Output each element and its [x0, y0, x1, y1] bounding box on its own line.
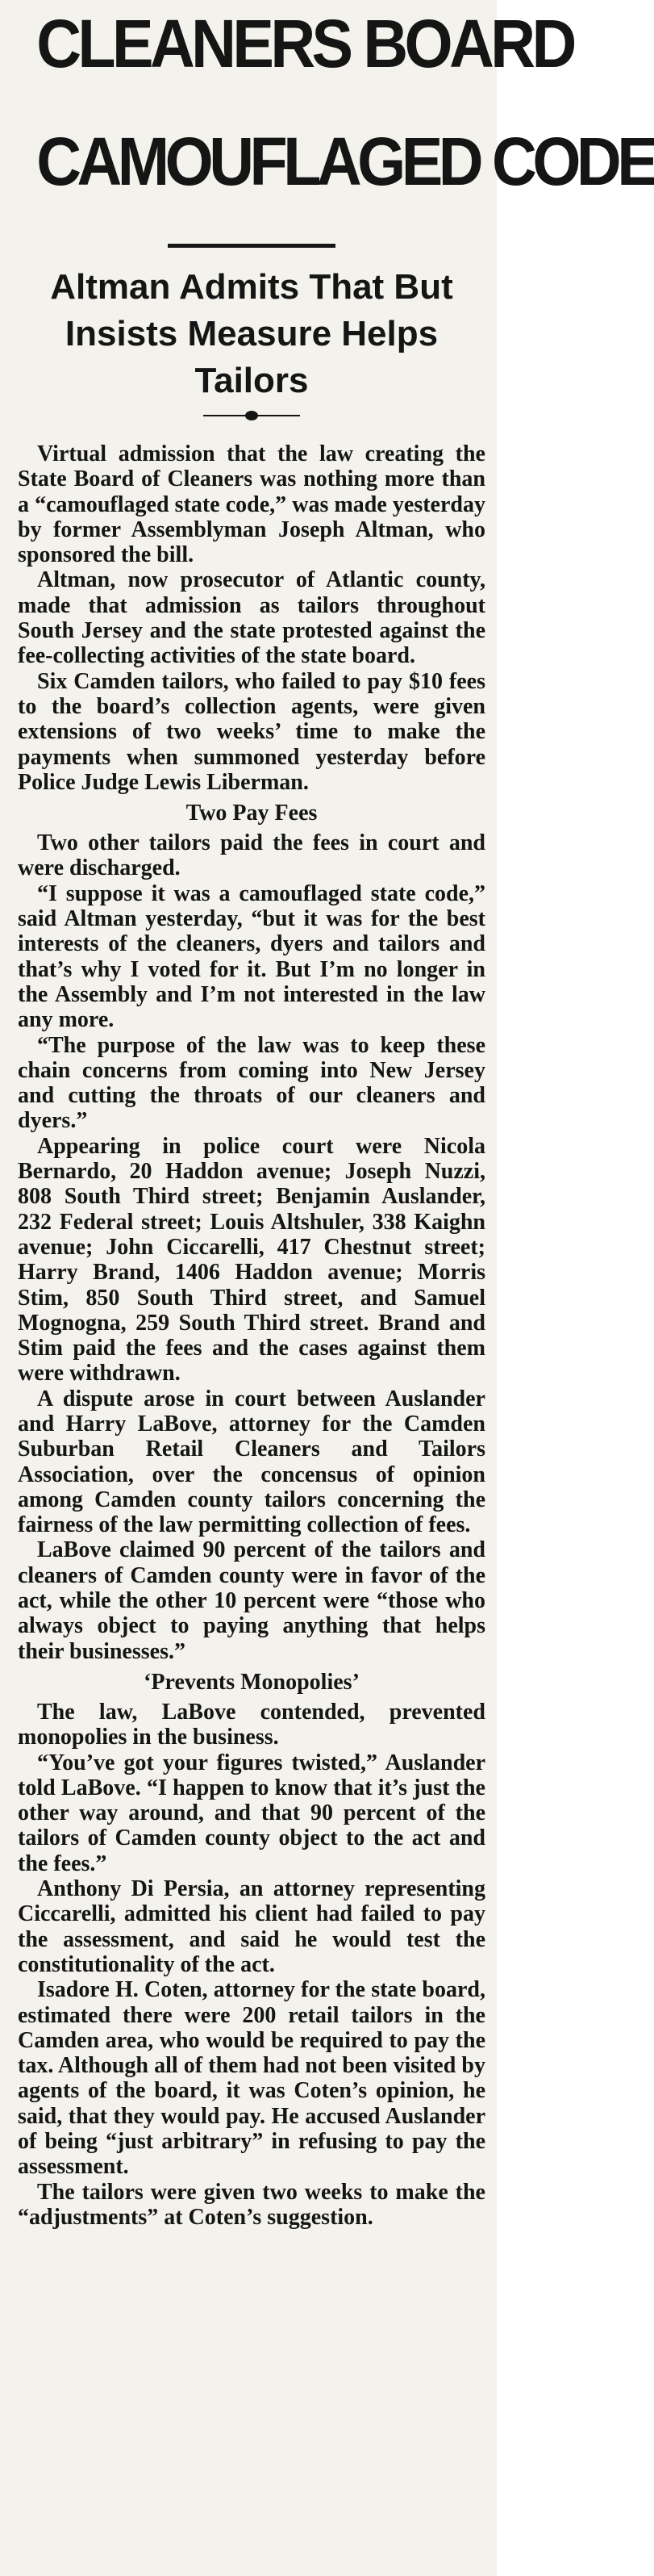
deck-headline: Altman Admits That But Insists Measure Helps Tailors	[50, 267, 453, 400]
article-paragraph: Altman, now prosecutor of Atlantic county, made that admission as tailors throughout South Jersey and the state protested against the fee-collecting activities of the state board.	[18, 567, 485, 669]
article-paragraph: Virtual admission that the law creating the State Board of Cleaners was nothing more than a “camouflaged state code,” was made yesterday by former Assemblyman Joseph Altman, who sponsored the bill.	[18, 441, 485, 568]
subhead-prevents-monopolies: ‘Prevents Monopolies’	[144, 1669, 360, 1695]
headline-line-2: CAMOUFLAGED CODE	[36, 123, 654, 199]
article-paragraph: “I suppose it was a camouflaged state code,” said Altman yesterday, “but it was for the best interests of the cleaners, dyers and tailors and that’s why I voted for it. But I’m no longer in the Assembly and I’m not interested in the law any more.	[18, 880, 485, 1033]
article-paragraph: Appearing in police court were Nicola Bernardo, 20 Haddon avenue; Joseph Nuzzi, 808 South Third street; Benjamin Auslander, 232 Federal street; Louis Altshuler, 338 Kaighn avenue; John Ciccarelli, 417 Chestnut street; Harry Brand, 1406 Haddon avenue; Morris Stim, 850 South Third street, and Samuel Mognogna, 259 South Third street. Brand and Stim paid the fees and the cases against them were withdrawn.	[18, 1133, 485, 1386]
article-paragraph: A dispute arose in court between Auslander and Harry LaBove, attorney for the Camden Suburban Retail Cleaners and Tailors Association, over the concensus of opinion among Camden county tailors concerning the fairness of the law permitting collection of fees.	[18, 1386, 485, 1538]
article-paragraph: “The purpose of the law was to keep these chain concerns from coming into New Jersey and cutting the throats of our cleaners and dyers.”	[18, 1032, 485, 1134]
headline-rule	[168, 244, 335, 248]
article-paragraph: Two other tailors paid the fees in court and were discharged.	[18, 830, 485, 881]
article-paragraph: LaBove claimed 90 percent of the tailors and cleaners of Camden county were in favor of the act, while the other 10 percent were “those who always object to paying anything that helps their businesses.”	[18, 1537, 485, 1664]
article-paragraph: Isadore H. Coten, attorney for the state board, estimated there were 200 retail tailors in the Camden area, who would be required to pay the tax. Although all of them had not been visited by agents of the board, it was Coten’s opinion, he said, that they would pay. He accused Auslander of being “just arbitrary” in refusing to pay the assessment.	[18, 1977, 485, 2180]
article-paragraph: “You’ve got your figures twisted,” Auslander told LaBove. “I happen to know that it’s just the other way around, and that 90 percent of the tailors of Camden county object to the act and the fees.”	[18, 1750, 485, 1876]
subhead-two-pay-fees: Two Pay Fees	[185, 801, 318, 826]
article-paragraph: The law, LaBove contended, prevented monopolies in the business.	[18, 1699, 485, 1750]
article-paragraph: Six Camden tailors, who failed to pay $10 fees to the board’s collection agents, were given extensions of two weeks’ time to make the payments when summoned yesterday before Police Judge Lewis Liberman.	[18, 668, 485, 795]
article-paragraph: Anthony Di Persia, an attorney representing Ciccarelli, admitted his client had failed to pay the assessment, and said he would test the constitutionality of the act.	[18, 1876, 485, 1977]
article-paragraph: The tailors were given two weeks to make the “adjustments” at Coten’s suggestion.	[18, 2179, 485, 2230]
dash-ornament	[203, 411, 300, 420]
ornament-dot	[245, 411, 258, 420]
headline-line-1: CLEANERS BOARD	[36, 6, 573, 82]
